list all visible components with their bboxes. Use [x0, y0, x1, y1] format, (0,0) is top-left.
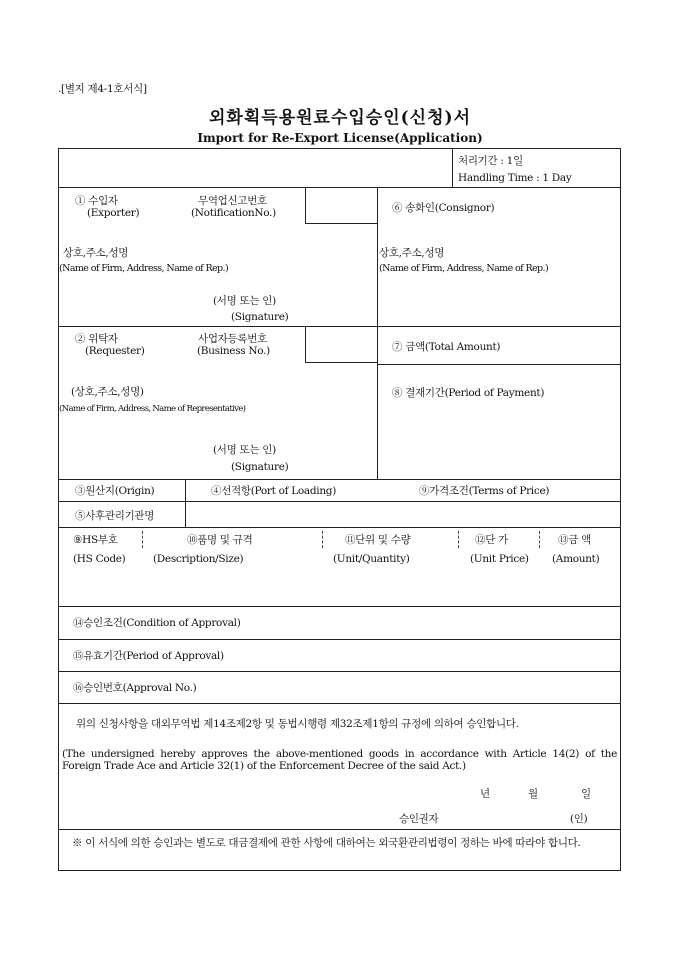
footnote: ※ 이 서식에 의한 승인과는 별도로 대금결제에 관한 사항에 대하여는 외국환관리법령이 정하는 바에 따라야 합니다. — [72, 837, 581, 849]
total-amount-label: ⑦ 금액(Total Amount) — [392, 341, 501, 353]
payment-period-field[interactable] — [378, 365, 619, 478]
exporter-label-ko: ① 수입자 — [75, 195, 118, 207]
notification-label-ko: 무역업신고번호 — [198, 195, 267, 207]
requester-firm-ko: (상호,주소,성명) — [71, 386, 144, 398]
date-year: 년 — [480, 788, 490, 800]
amount-label-en: (Amount) — [552, 553, 600, 565]
port-of-loading-label: ④선적항(Port of Loading) — [211, 485, 337, 497]
date-day: 일 — [581, 788, 591, 800]
approver-label: 승인권자 — [399, 813, 439, 825]
form-reference: .[별지 제4-1호서식] — [58, 83, 147, 95]
business-number-field[interactable] — [306, 327, 376, 361]
payment-period-label: ⑧ 결재기간(Period of Payment) — [392, 387, 545, 399]
description-label-en: (Description/Size) — [153, 553, 244, 565]
consignor-firm-en: (Name of Firm, Address, Name of Rep.) — [379, 263, 549, 274]
approval-number-label: ⑯승인번호(Approval No.) — [73, 682, 197, 694]
business-no-label-ko: 사업자등록번호 — [198, 333, 267, 345]
title-english: Import for Re-Export License(Application) — [197, 131, 483, 145]
total-amount-field[interactable] — [378, 327, 619, 363]
exporter-firm-en: (Name of Firm, Address, Name of Rep.) — [59, 263, 229, 274]
exporter-sign-en: (Signature) — [231, 311, 289, 323]
exporter-label-en: (Exporter) — [87, 207, 140, 219]
hs-code-label-en: (HS Code) — [73, 553, 126, 565]
origin-label: ③원산지(Origin) — [75, 485, 155, 497]
condition-label: ⑭승인조건(Condition of Approval) — [73, 617, 241, 629]
exporter-sign-ko: (서명 또는 인) — [213, 295, 276, 307]
quantity-label-ko: ⑪단위 및 수량 — [345, 534, 411, 546]
approver-seal: (인) — [570, 813, 588, 825]
processing-time-ko: 처리기간 : 1일 — [458, 155, 523, 167]
unit-price-label-ko: ⑫단 가 — [475, 534, 508, 546]
amount-label-ko: ⑬금 액 — [558, 534, 591, 546]
items-entry-area[interactable] — [59, 570, 619, 605]
requester-sign-ko: (서명 또는 인) — [213, 444, 276, 456]
requester-info-field[interactable] — [59, 363, 376, 438]
unit-price-label-en: (Unit Price) — [470, 553, 529, 565]
description-label-ko: ⑩품명 및 규격 — [187, 534, 253, 546]
title-korean: 외화획득용원료수입승인(신청)서 — [209, 108, 471, 128]
price-terms-label: ⑨가격조건(Terms of Price) — [419, 485, 550, 497]
consignor-firm-ko: 상호,주소,성명 — [379, 247, 445, 259]
business-no-label-en: (Business No.) — [197, 345, 270, 357]
validity-label: ⑮유효기간(Period of Approval) — [73, 650, 224, 662]
exporter-firm-ko: 상호,주소,성명 — [63, 247, 129, 259]
agency-field[interactable] — [186, 502, 619, 526]
hs-code-label-ko: ⑨HS부호 — [73, 534, 118, 546]
consignor-label: ⑥ 송화인(Consignor) — [392, 202, 495, 214]
processing-time-en: Handling Time : 1 Day — [458, 172, 572, 184]
exporter-info-field[interactable] — [59, 224, 376, 292]
requester-firm-en: (Name of Firm, Address, Name of Representative) — [59, 404, 246, 414]
notification-label-en: (NotificationNo.) — [191, 207, 276, 219]
requester-label-en: (Requester) — [85, 345, 145, 357]
statement-english: (The undersigned hereby approves the above-mentioned goods in accordance with Article 14(2) of the Foreign Trade Ace and Article 32(1) of the Enforcement Decree of the said Act.) — [62, 748, 617, 772]
date-month: 월 — [528, 788, 538, 800]
agency-label: ⑤사후관리기관명 — [75, 510, 155, 522]
notification-number-field[interactable] — [306, 188, 376, 222]
consignor-info-field[interactable] — [378, 224, 619, 324]
quantity-label-en: (Unit/Quantity) — [333, 553, 410, 565]
requester-label-ko: ② 위탁자 — [75, 333, 118, 345]
statement-korean: 위의 신청사항을 대외무역법 제14조제2항 및 동법시행령 제32조제1항의 규정에 의하여 승인합니다. — [76, 718, 519, 730]
requester-sign-en: (Signature) — [231, 461, 289, 473]
